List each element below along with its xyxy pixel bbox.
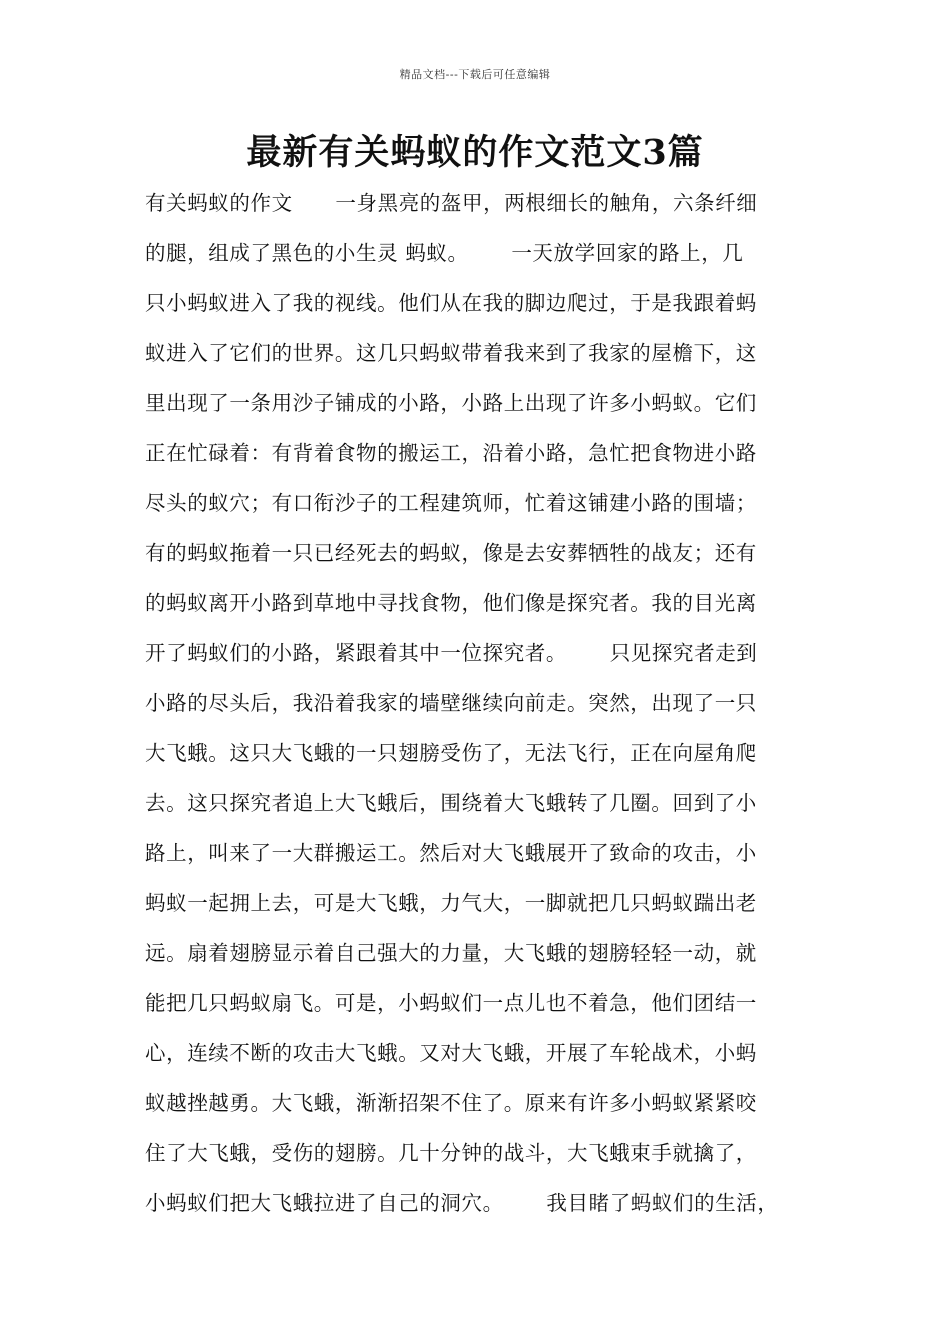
text-line: 里出现了一条用沙子铺成的小路，小路上出现了许多小蚂蚁。它们 — [145, 391, 757, 415]
text-line: 有的蚂蚁拖着一只已经死去的蚂蚁，像是去安葬牺牲的战友；还有 — [145, 541, 757, 565]
text-line: 蚁越挫越勇。大飞蛾，渐渐招架不住了。原来有许多小蚂蚁紧紧咬 — [145, 1091, 757, 1115]
text-line: 小蚂蚁们把大飞蛾拉进了自己的洞穴。 我目睹了蚂蚁们的生活， — [145, 1191, 779, 1215]
text-line: 只小蚂蚁进入了我的视线。他们从在我的脚边爬过，于是我跟着蚂 — [145, 291, 757, 315]
text-line: 有关蚂蚁的作文 一身黑亮的盔甲，两根细长的触角，六条纤细 — [145, 191, 758, 215]
text-line: 小路的尽头后，我沿着我家的墙壁继续向前走。突然，出现了一只 — [145, 691, 757, 715]
text-line: 开了蚂蚁们的小路，紧跟着其中一位探究者。 只见探究者走到 — [145, 641, 758, 665]
page-header: 精品文档---下载后可任意编辑 — [399, 68, 551, 81]
text-line: 心，连续不断的攻击大飞蛾。又对大飞蛾，开展了车轮战术，小蚂 — [145, 1041, 757, 1065]
text-line: 正在忙碌着：有背着食物的搬运工，沿着小路，急忙把食物进小路 — [145, 441, 757, 465]
text-line: 住了大飞蛾，受伤的翅膀。几十分钟的战斗，大飞蛾束手就擒了， — [145, 1141, 757, 1165]
text-line: 路上，叫来了一大群搬运工。然后对大飞蛾展开了致命的攻击，小 — [145, 841, 757, 865]
document-body — [145, 178, 845, 1228]
document-title: 最新有关蚂蚁的作文范文3篇 — [246, 132, 704, 173]
text-line: 的蚂蚁离开小路到草地中寻找食物，他们像是探究者。我的目光离 — [145, 591, 757, 615]
text-line: 的腿，组成了黑色的小生灵 蚂蚁。 一天放学回家的路上，几 — [145, 241, 744, 265]
text-line: 蚁进入了它们的世界。这几只蚂蚁带着我来到了我家的屋檐下，这 — [145, 341, 757, 365]
text-line: 能把几只蚂蚁扇飞。可是，小蚂蚁们一点儿也不着急，他们团结一 — [145, 991, 757, 1015]
text-line: 去。这只探究者追上大飞蛾后，围绕着大飞蛾转了几圈。回到了小 — [145, 791, 757, 815]
text-line: 尽头的蚁穴；有口衔沙子的工程建筑师，忙着这铺建小路的围墙； — [145, 491, 757, 515]
text-line: 大飞蛾。这只大飞蛾的一只翅膀受伤了，无法飞行，正在向屋角爬 — [145, 741, 757, 765]
text-line: 远。扇着翅膀显示着自己强大的力量，大飞蛾的翅膀轻轻一动，就 — [145, 941, 757, 965]
text-line: 蚂蚁一起拥上去，可是大飞蛾，力气大，一脚就把几只蚂蚁踹出老 — [145, 891, 757, 915]
